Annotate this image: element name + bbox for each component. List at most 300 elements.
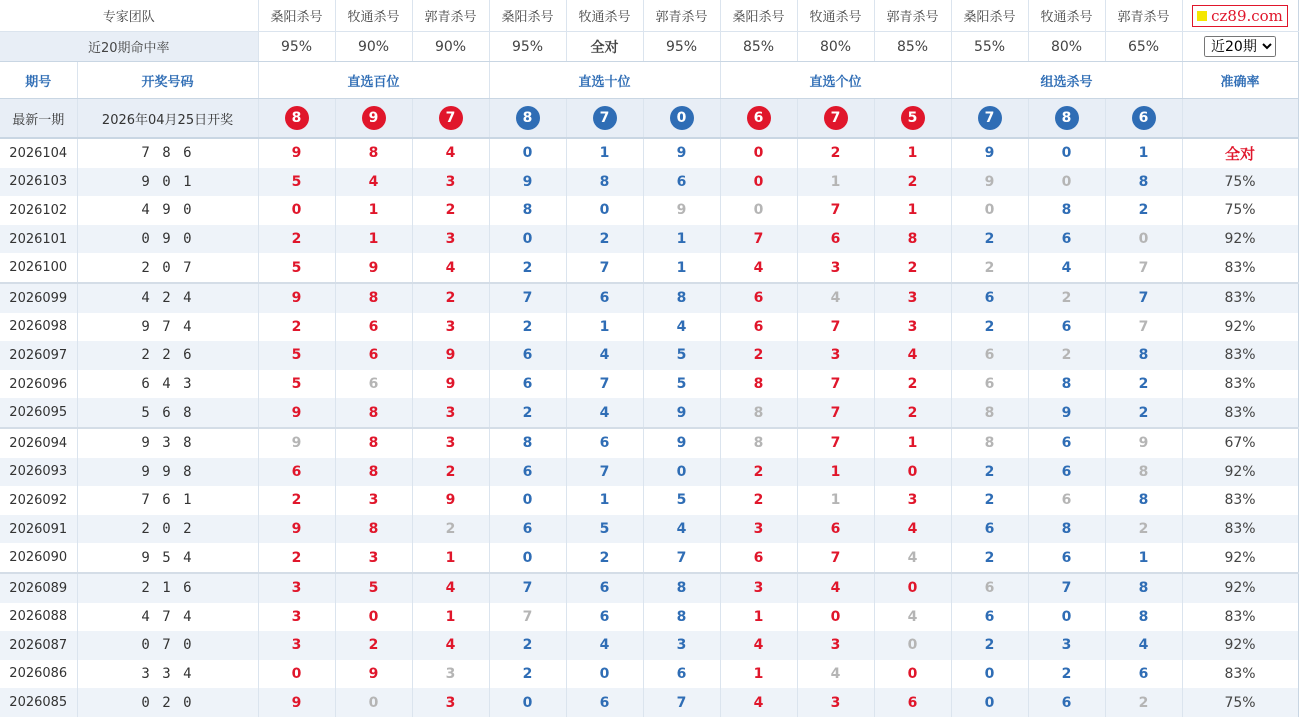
kill-number: 0 [874,631,951,660]
team-label: 专家团队 [0,0,258,32]
kill-number: 9 [258,428,335,458]
kill-number: 3 [412,313,489,342]
draw-number: 6 4 3 [77,370,258,399]
kill-number: 6 [1028,486,1105,515]
kill-number: 4 [1105,631,1182,660]
kill-number: 8 [720,428,797,458]
kill-number: 4 [874,543,951,573]
draw-number: 9 3 8 [77,428,258,458]
number-ball: 8 [516,106,540,130]
kill-number: 6 [1105,660,1182,689]
kill-number: 2 [412,196,489,225]
kill-number: 0 [1028,603,1105,632]
kill-number: 2 [1105,398,1182,428]
site-logo[interactable] [1192,5,1288,27]
issue-number: 2026099 [0,283,77,313]
kill-number: 9 [1028,398,1105,428]
kill-number: 3 [258,573,335,603]
kill-number: 5 [335,573,412,603]
kill-number: 0 [874,458,951,487]
kill-number: 3 [412,688,489,717]
hit-rate: 90% [335,32,412,62]
kill-number: 4 [412,138,489,168]
kill-number: 1 [797,486,874,515]
kill-number: 1 [335,196,412,225]
kill-number: 6 [489,370,566,399]
kill-number: 2 [412,515,489,544]
number-ball: 9 [362,106,386,130]
kill-number: 0 [720,138,797,168]
kill-number: 2 [951,313,1028,342]
kill-number: 0 [874,573,951,603]
number-ball: 0 [670,106,694,130]
kill-number: 6 [797,515,874,544]
kill-number: 9 [335,253,412,283]
kill-number: 6 [951,370,1028,399]
kill-number: 6 [566,283,643,313]
expert-name: 桑阳杀号 [951,0,1028,32]
hit-rate: 85% [874,32,951,62]
accuracy-value: 92% [1182,458,1298,487]
draw-number: 9 0 1 [77,168,258,197]
issue-number: 2026091 [0,515,77,544]
accuracy-value: 67% [1182,428,1298,458]
kill-number: 9 [951,168,1028,197]
expert-name: 郭青杀号 [1105,0,1182,32]
latest-ball-cell [258,99,335,139]
group-header-tens: 直选十位 [489,62,720,99]
kill-number: 1 [566,313,643,342]
kill-number: 2 [951,225,1028,254]
kill-number: 9 [643,196,720,225]
accuracy-value: 83% [1182,253,1298,283]
issue-number: 2026087 [0,631,77,660]
kill-number: 4 [797,573,874,603]
issue-number: 2026093 [0,458,77,487]
kill-number: 4 [720,631,797,660]
kill-number: 6 [1028,458,1105,487]
kill-number: 1 [643,225,720,254]
kill-number: 2 [1028,660,1105,689]
table-row [0,543,1298,573]
expert-name-row [0,0,1298,32]
hit-rate-row [0,32,1298,62]
issue-number: 2026097 [0,341,77,370]
kill-number: 6 [489,515,566,544]
kill-number: 4 [643,515,720,544]
kill-number: 7 [797,398,874,428]
draw-number: 9 9 8 [77,458,258,487]
kill-number: 4 [874,603,951,632]
kill-number: 7 [797,370,874,399]
table-row [0,458,1298,487]
kill-number: 2 [951,253,1028,283]
number-ball: 8 [285,106,309,130]
draw-number: 0 9 0 [77,225,258,254]
kill-number: 8 [720,398,797,428]
latest-ball-cell [951,99,1028,139]
kill-number: 9 [412,486,489,515]
kill-number: 1 [412,543,489,573]
kill-number: 2 [874,398,951,428]
accuracy-value: 83% [1182,283,1298,313]
kill-number: 2 [951,486,1028,515]
kill-number: 7 [566,458,643,487]
kill-number: 2 [489,313,566,342]
kill-number: 7 [489,573,566,603]
group-header-units: 直选个位 [720,62,951,99]
accuracy-value: 92% [1182,543,1298,573]
kill-number: 9 [951,138,1028,168]
kill-number: 2 [1105,370,1182,399]
column-header-row [0,62,1298,99]
kill-number: 7 [489,603,566,632]
kill-number: 7 [1105,253,1182,283]
kill-number: 4 [797,660,874,689]
kill-number: 4 [412,573,489,603]
draw-number: 4 7 4 [77,603,258,632]
kill-number: 8 [335,283,412,313]
kill-number: 9 [643,428,720,458]
kill-number: 6 [1028,313,1105,342]
kill-number: 0 [566,660,643,689]
kill-number: 2 [258,543,335,573]
kill-number: 6 [566,603,643,632]
kill-number: 7 [566,370,643,399]
draw-number: 3 3 4 [77,660,258,689]
kill-number: 3 [1028,631,1105,660]
number-ball: 7 [824,106,848,130]
table-row [0,313,1298,342]
kill-number: 2 [951,458,1028,487]
kill-number: 7 [1105,283,1182,313]
kill-number: 0 [720,168,797,197]
kill-number: 6 [643,660,720,689]
kill-number: 2 [566,543,643,573]
issue-number: 2026094 [0,428,77,458]
kill-number: 9 [258,138,335,168]
table-row [0,573,1298,603]
kill-number: 9 [489,168,566,197]
kill-number: 2 [874,370,951,399]
latest-ball-cell [643,99,720,139]
table-row [0,283,1298,313]
expert-name: 桑阳杀号 [720,0,797,32]
kill-number: 6 [720,313,797,342]
accuracy-value: 83% [1182,370,1298,399]
expert-name: 桑阳杀号 [489,0,566,32]
kill-number: 0 [489,688,566,717]
issue-number: 2026101 [0,225,77,254]
table-row [0,196,1298,225]
kill-number: 0 [951,196,1028,225]
kill-number: 3 [412,428,489,458]
kill-number: 7 [797,313,874,342]
table-row [0,225,1298,254]
expert-name: 郭青杀号 [412,0,489,32]
kill-number: 4 [874,515,951,544]
kill-number: 6 [489,341,566,370]
draw-number: 4 9 0 [77,196,258,225]
kill-number: 7 [1105,313,1182,342]
kill-number: 5 [258,168,335,197]
kill-number: 2 [412,283,489,313]
draw-number: 4 2 4 [77,283,258,313]
kill-number: 1 [643,253,720,283]
kill-number: 3 [874,313,951,342]
accuracy-value: 75% [1182,196,1298,225]
table-row [0,603,1298,632]
accuracy-value: 83% [1182,515,1298,544]
latest-ball-cell [489,99,566,139]
kill-number: 3 [643,631,720,660]
kill-number: 7 [643,688,720,717]
kill-number: 4 [412,631,489,660]
expert-name: 郭青杀号 [643,0,720,32]
hit-rate: 95% [258,32,335,62]
kill-number: 3 [874,283,951,313]
period-select-cell [1182,32,1298,62]
kill-number: 8 [335,515,412,544]
accuracy-value: 83% [1182,341,1298,370]
kill-number: 2 [874,253,951,283]
kill-number: 5 [643,341,720,370]
kill-number: 6 [258,458,335,487]
kill-number: 2 [1028,283,1105,313]
latest-ball-cell [1105,99,1182,139]
kill-number: 3 [720,573,797,603]
draw-number: 9 7 4 [77,313,258,342]
group-header-hundreds: 直选百位 [258,62,489,99]
hit-rate: 85% [720,32,797,62]
kill-number: 9 [643,398,720,428]
issue-number: 2026098 [0,313,77,342]
draw-number: 0 2 0 [77,688,258,717]
kill-number: 4 [335,168,412,197]
kill-number: 1 [412,603,489,632]
accuracy-value: 92% [1182,225,1298,254]
kill-number: 0 [951,688,1028,717]
kill-number: 2 [720,458,797,487]
kill-number: 2 [489,631,566,660]
kill-number: 9 [412,341,489,370]
kill-number: 3 [335,486,412,515]
draw-header: 开奖号码 [77,62,258,99]
kill-number: 2 [258,225,335,254]
kill-number: 4 [1028,253,1105,283]
kill-number: 7 [489,283,566,313]
latest-ball-cell [1028,99,1105,139]
kill-number: 2 [1105,688,1182,717]
kill-number: 1 [720,603,797,632]
hit-rate: 80% [797,32,874,62]
draw-number: 7 6 1 [77,486,258,515]
kill-number: 4 [720,688,797,717]
issue-number: 2026104 [0,138,77,168]
kill-number: 6 [951,283,1028,313]
kill-number: 3 [258,631,335,660]
kill-number: 5 [643,486,720,515]
kill-number: 1 [874,428,951,458]
draw-number: 2 0 7 [77,253,258,283]
kill-number: 9 [258,398,335,428]
draw-number: 2 2 6 [77,341,258,370]
table-row [0,631,1298,660]
accuracy-value: 92% [1182,313,1298,342]
kill-number: 2 [412,458,489,487]
kill-number: 8 [951,398,1028,428]
kill-number: 7 [1028,573,1105,603]
kill-number: 0 [874,660,951,689]
kill-number: 6 [797,225,874,254]
table-row [0,486,1298,515]
accuracy-value: 全对 [1182,138,1298,168]
kill-number: 6 [1028,688,1105,717]
kill-number: 8 [335,398,412,428]
group-header-combo: 组选杀号 [951,62,1182,99]
kill-number: 9 [412,370,489,399]
kill-number: 2 [720,486,797,515]
kill-number: 8 [489,196,566,225]
draw-number: 2 1 6 [77,573,258,603]
kill-number: 6 [335,341,412,370]
number-ball: 7 [593,106,617,130]
table-row [0,660,1298,689]
kill-number: 1 [797,168,874,197]
kill-number: 1 [720,660,797,689]
kill-number: 8 [720,370,797,399]
kill-number: 3 [874,486,951,515]
kill-number: 8 [1105,168,1182,197]
kill-number: 2 [258,486,335,515]
latest-date: 2026年04月25日开奖 [77,99,258,139]
kill-number: 7 [566,253,643,283]
kill-number: 0 [1028,168,1105,197]
kill-number: 4 [566,631,643,660]
draw-number: 7 8 6 [77,138,258,168]
kill-number: 2 [489,253,566,283]
kill-number: 2 [489,660,566,689]
kill-number: 2 [797,138,874,168]
kill-number: 1 [797,458,874,487]
kill-number: 2 [489,398,566,428]
kill-number: 7 [797,196,874,225]
number-ball: 7 [978,106,1002,130]
kill-number: 3 [335,543,412,573]
kill-number: 0 [335,603,412,632]
expert-name: 牧通杀号 [566,0,643,32]
kill-number: 0 [489,486,566,515]
kill-number: 1 [874,196,951,225]
table-row [0,515,1298,544]
draw-number: 2 0 2 [77,515,258,544]
logo-text: cz89.com [1211,6,1283,25]
kill-number: 7 [797,543,874,573]
latest-ball-cell [566,99,643,139]
kill-number: 7 [720,225,797,254]
accuracy-value: 92% [1182,573,1298,603]
issue-number: 2026085 [0,688,77,717]
kill-number: 1 [566,138,643,168]
accuracy-value: 83% [1182,603,1298,632]
draw-number: 0 7 0 [77,631,258,660]
latest-accuracy-cell [1182,99,1298,139]
kill-number: 3 [412,660,489,689]
latest-ball-cell [720,99,797,139]
kill-number: 0 [1028,138,1105,168]
accuracy-value: 92% [1182,631,1298,660]
kill-number: 3 [258,603,335,632]
kill-number: 2 [1105,515,1182,544]
issue-number: 2026095 [0,398,77,428]
kill-number: 3 [797,631,874,660]
hit-rate: 95% [489,32,566,62]
accuracy-value: 83% [1182,486,1298,515]
kill-number: 7 [643,543,720,573]
kill-number: 4 [643,313,720,342]
kill-number: 6 [951,341,1028,370]
latest-ball-cell [412,99,489,139]
number-ball: 6 [747,106,771,130]
hit-rate: 全对 [566,32,643,62]
table-row [0,688,1298,717]
kill-number: 8 [951,428,1028,458]
kill-number: 3 [797,253,874,283]
kill-number: 0 [335,688,412,717]
issue-number: 2026096 [0,370,77,399]
kill-number: 3 [412,168,489,197]
kill-number: 6 [720,283,797,313]
kill-number: 1 [1105,138,1182,168]
table-row [0,428,1298,458]
hit-rate: 55% [951,32,1028,62]
kill-number: 8 [1028,196,1105,225]
hit-rate: 65% [1105,32,1182,62]
kill-number: 3 [412,398,489,428]
kill-number: 0 [1105,225,1182,254]
kill-number: 2 [874,168,951,197]
kill-number: 8 [1105,573,1182,603]
kill-number: 9 [258,688,335,717]
expert-name: 郭青杀号 [874,0,951,32]
hit-rate: 95% [643,32,720,62]
kill-number: 8 [643,603,720,632]
kill-number: 1 [1105,543,1182,573]
kill-number: 8 [335,138,412,168]
kill-number: 4 [566,341,643,370]
logo-square-icon [1197,11,1207,21]
kill-number: 5 [566,515,643,544]
kill-number: 3 [720,515,797,544]
kill-number: 8 [1105,458,1182,487]
number-ball: 6 [1132,106,1156,130]
kill-number: 5 [258,253,335,283]
expert-name: 牧通杀号 [1028,0,1105,32]
kill-number: 0 [566,196,643,225]
kill-number: 8 [1105,341,1182,370]
issue-number: 2026089 [0,573,77,603]
kill-number: 2 [720,341,797,370]
accuracy-value: 83% [1182,398,1298,428]
accuracy-value: 75% [1182,688,1298,717]
table-row [0,168,1298,197]
kill-number: 8 [566,168,643,197]
issue-number: 2026100 [0,253,77,283]
table-row [0,253,1298,283]
kill-number: 9 [258,283,335,313]
period-select[interactable] [1204,36,1276,57]
kill-number: 2 [951,631,1028,660]
